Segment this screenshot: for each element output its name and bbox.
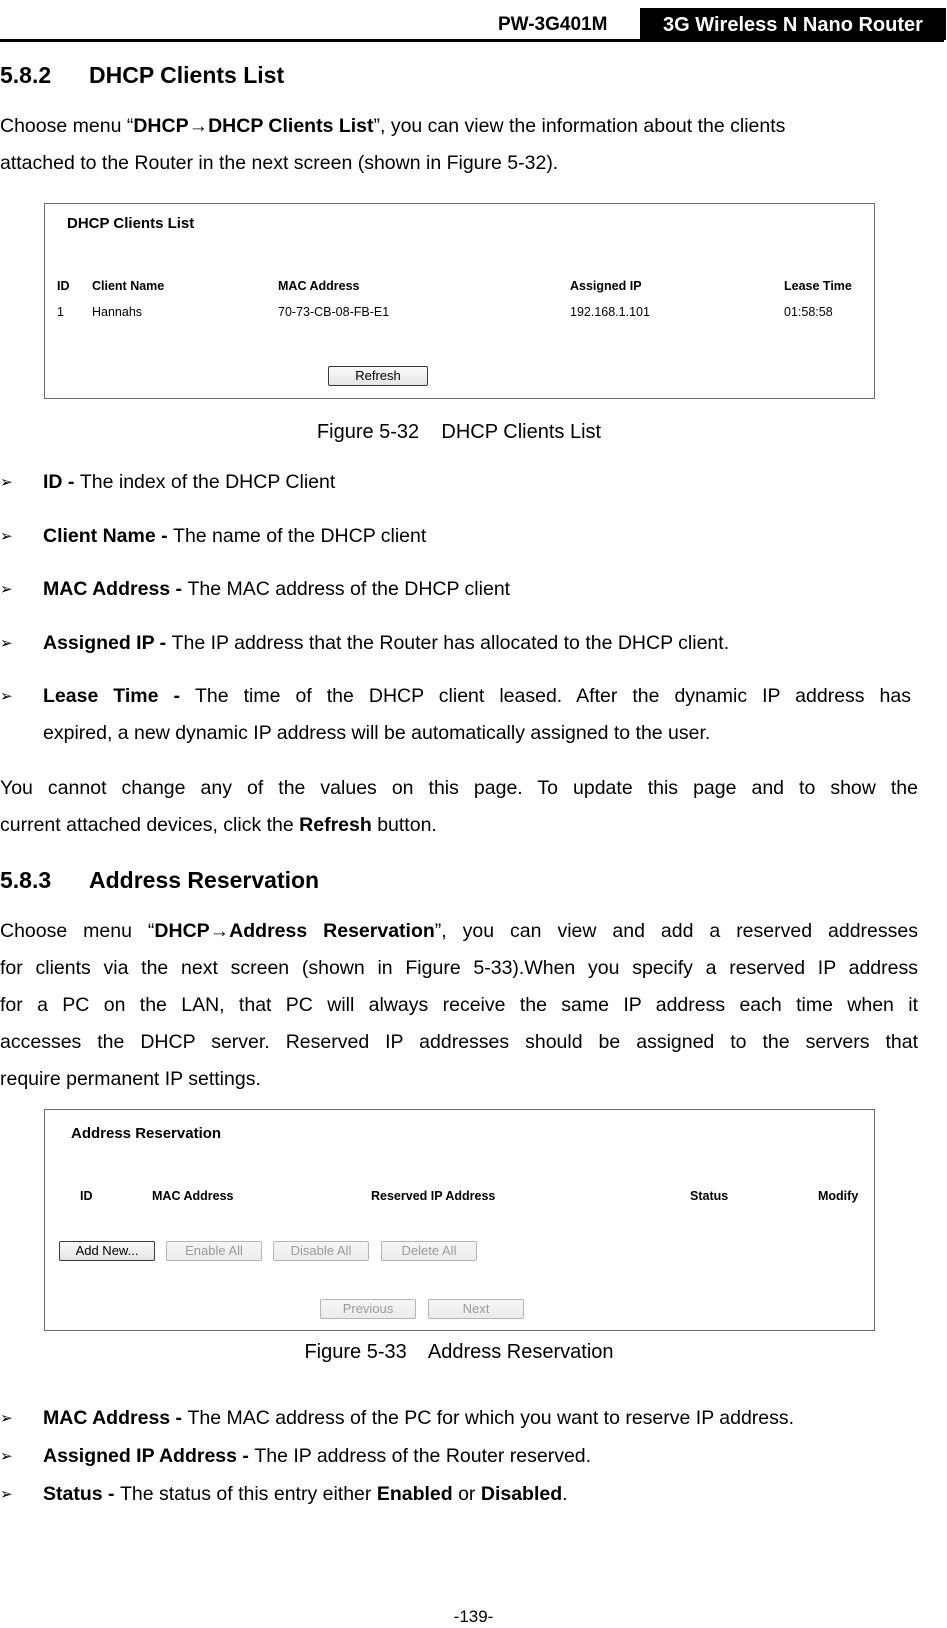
bullet-arrow-icon: ➢ (0, 474, 13, 491)
bullet-arrow-icon: ➢ (0, 635, 13, 652)
col-header-mac-address: MAC Address (152, 1189, 234, 1203)
cell-mac-address: 70-73-CB-08-FB-E1 (278, 305, 390, 319)
bullet-term: ID - (43, 471, 80, 493)
add-new-button[interactable]: Add New... (59, 1241, 155, 1261)
col-header-mac-address: MAC Address (278, 279, 360, 293)
bullet-desc: The IP address of the Router reserved. (254, 1445, 592, 1467)
bullet-arrow-icon: ➢ (0, 1410, 13, 1427)
bullet-desc: . (562, 1483, 568, 1505)
cell-lease-time: 01:58:58 (784, 305, 833, 319)
figure-caption-5-33: Figure 5-33 Address Reservation (304, 1341, 614, 1363)
bullet-arrow-icon: ➢ (0, 581, 13, 598)
note-text: button. (371, 814, 437, 836)
bullet-term: MAC Address - (43, 1407, 188, 1429)
intro-text: ”, you can view the information about the clients (373, 115, 786, 137)
header-model: PW-3G401M (498, 14, 608, 35)
menu-path: DHCP→Address Reservation (154, 920, 435, 942)
intro-text: ”, you can view and add a reserved addresses (434, 920, 918, 942)
bullet-desc: or (452, 1483, 481, 1505)
bullet-term: Lease Time - (43, 685, 195, 707)
col-header-reserved-ip: Reserved IP Address (371, 1189, 496, 1203)
delete-all-button[interactable]: Delete All (381, 1241, 477, 1261)
note-text: You cannot change any of the values on this page. To update this page and to show the (0, 777, 918, 799)
bullet-term: Client Name - (43, 525, 174, 547)
refresh-note (0, 770, 918, 844)
section1-intro (0, 108, 918, 182)
dhcp-clients-list-panel (44, 203, 875, 399)
col-header-id: ID (80, 1189, 93, 1203)
bullet-term: Assigned IP Address - (43, 1445, 255, 1467)
refresh-button[interactable]: Refresh (328, 366, 428, 386)
col-header-client-name: Client Name (92, 279, 165, 293)
intro-text: for a PC on the LAN, that PC will always receive the same IP address each time when it (0, 994, 918, 1016)
col-header-modify: Modify (818, 1189, 859, 1203)
section-title: Address Reservation (89, 867, 320, 893)
intro-text: require permanent IP settings. (0, 1068, 261, 1090)
col-header-lease-time: Lease Time (784, 279, 852, 293)
disable-all-button[interactable]: Disable All (273, 1241, 369, 1261)
section-title: DHCP Clients List (89, 62, 285, 88)
bullet-bold: Disabled (480, 1483, 563, 1505)
section-number: 5.8.3 (0, 867, 52, 893)
panel-title: Address Reservation (71, 1125, 222, 1142)
bullet-arrow-icon: ➢ (0, 688, 13, 705)
bullet-desc: The MAC address of the PC for which you want to reserve IP address. (187, 1407, 795, 1429)
section-heading-address-reservation (0, 867, 319, 894)
next-button[interactable]: Next (428, 1299, 524, 1319)
bullet-desc: The IP address that the Router has allocated to the DHCP client. (171, 632, 730, 654)
bullet-desc: The MAC address of the DHCP client (187, 578, 511, 600)
col-header-assigned-ip: Assigned IP (570, 279, 642, 293)
bullet-term: Assigned IP - (43, 632, 172, 654)
col-header-id: ID (57, 279, 70, 293)
enable-all-button[interactable]: Enable All (166, 1241, 262, 1261)
section-number: 5.8.2 (0, 62, 52, 88)
bullet-desc: The status of this entry either (119, 1483, 377, 1505)
note-bold: Refresh (299, 814, 372, 836)
cell-assigned-ip: 192.168.1.101 (570, 305, 650, 319)
bullet-term: MAC Address - (43, 578, 188, 600)
menu-path: DHCP→DHCP Clients List (133, 115, 374, 137)
header-rule (0, 39, 944, 42)
bullet-desc: The time of the DHCP client leased. After the dynamic IP address has (195, 685, 911, 707)
bullet-bold: Enabled (376, 1483, 453, 1505)
intro-text: attached to the Router in the next screen (shown in Figure 5-32). (0, 152, 559, 174)
section-heading-dhcp-clients-list (0, 62, 284, 89)
bullet-arrow-icon: ➢ (0, 1486, 13, 1503)
note-text: current attached devices, click the (0, 814, 300, 836)
col-header-status: Status (690, 1189, 729, 1203)
bullet-desc: expired, a new dynamic IP address will be automatically assigned to the user. (43, 722, 711, 744)
cell-client-name: Hannahs (92, 305, 143, 319)
figure-caption-5-32: Figure 5-32 DHCP Clients List (316, 421, 602, 443)
address-reservation-panel (44, 1109, 875, 1331)
bullet-desc: The name of the DHCP client (173, 525, 427, 547)
header-product-badge: 3G Wireless N Nano Router (640, 8, 946, 40)
bullet-arrow-icon: ➢ (0, 1448, 13, 1465)
section2-intro (0, 913, 918, 1098)
page-number: -139- (453, 1607, 494, 1626)
intro-text: Choose menu “ (0, 115, 134, 137)
bullet-arrow-icon: ➢ (0, 528, 13, 545)
panel-title: DHCP Clients List (67, 215, 195, 232)
bullet-desc: The index of the DHCP Client (79, 471, 336, 493)
intro-text: for clients via the next screen (shown in Figure 5-33).When you specify a reserved IP address (0, 957, 918, 979)
intro-text: Choose menu “ (0, 920, 155, 942)
intro-text: accesses the DHCP server. Reserved IP addresses should be assigned to the servers that (0, 1031, 918, 1053)
bullet-term: Status - (43, 1483, 120, 1505)
cell-id: 1 (57, 305, 64, 319)
previous-button[interactable]: Previous (320, 1299, 416, 1319)
